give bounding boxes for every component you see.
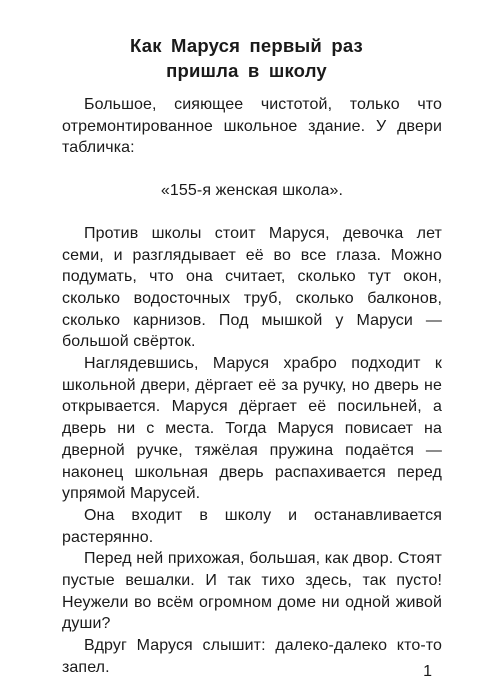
chapter-title-line-1: Как Маруся первый раз: [130, 35, 363, 56]
paragraph-3: Наглядевшись, Маруся храбро подходит к школьной двери, дёргает её за ручку, но дверь не открывается. Маруся дёргает её посильней, а дверь ни с места. Тогда Маруся повисает на дверной ручке, тяжёлая пружина подаётся — наконец школьная дверь распахивается перед упрямой Марусей.: [62, 355, 442, 503]
chapter-title: [60, 33, 433, 83]
paragraph-4: Она входит в школу и останавливается растерянно.: [62, 506, 442, 546]
chapter-body: [62, 94, 442, 679]
paragraph-5: Перед ней прихожая, большая, как двор. Стоят пустые вешалки. И так тихо здесь, так пусто! Неужели во всём огромном доме ни одной живой души?: [62, 550, 442, 633]
page-number: 1: [423, 663, 432, 680]
door-sign-text: «155-я женская школа».: [160, 182, 344, 200]
paragraph-1: Большое, сияющее чистотой, только что отремонтированное школьное здание. У двери табличка:: [62, 96, 442, 157]
paragraph-6: Вдруг Маруся слышит: далеко-далеко кто-то запел.: [62, 637, 442, 676]
paragraph-2: Против школы стоит Маруся, девочка лет семи, и разглядывает её во все глаза. Можно подумать, что она считает, сколько тут окон, сколько водосточных труб, сколько балконов, сколько карнизов. Под мышкой у Маруси — большой свёрток.: [62, 224, 442, 351]
chapter-title-line-2: пришла в школу: [166, 60, 327, 81]
